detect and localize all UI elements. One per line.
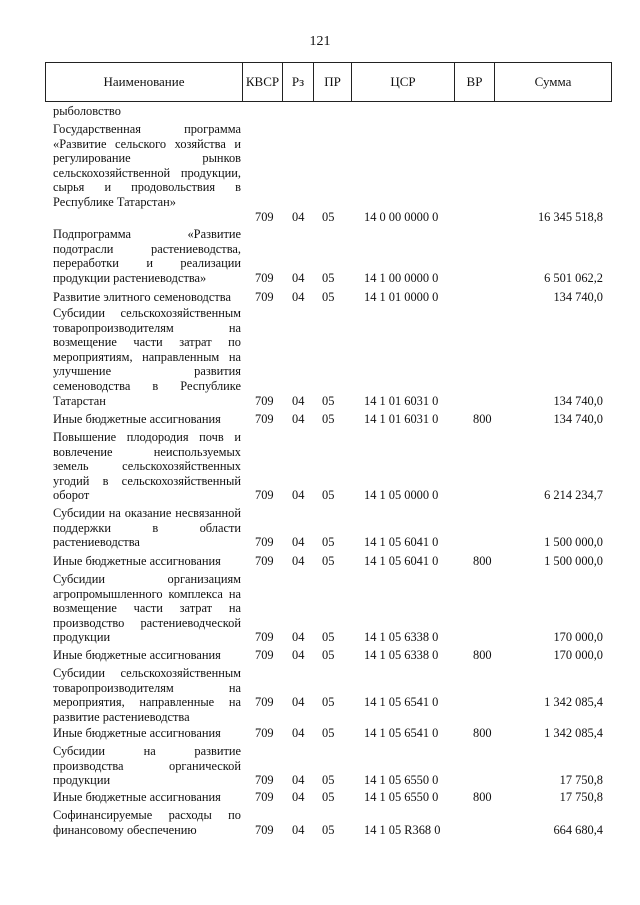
row-kvsr: 709: [255, 630, 274, 645]
row-kvsr: 709: [255, 726, 274, 740]
row-kvsr: 709: [255, 535, 274, 550]
row-pr: 05: [322, 630, 335, 645]
row-pr: 05: [322, 393, 335, 408]
row-csr: 14 1 00 0000 0: [364, 270, 439, 285]
row-name: Повышение плодородия почв и вовлечение неиспользуемых земель сельскохозяйственных угодий в сельскохозяйственный оборот: [53, 430, 241, 503]
row-rz: 04: [292, 630, 305, 645]
row-csr: 14 1 05 0000 0: [364, 488, 439, 503]
row-name: Иные бюджетные ассигнования: [53, 648, 221, 662]
row-kvsr: 709: [255, 488, 274, 503]
row-name: Иные бюджетные ассигнования: [53, 790, 221, 804]
row-vr: 800: [473, 554, 492, 568]
header-sum: Сумма: [534, 74, 572, 89]
table-header: [45, 62, 612, 102]
row-kvsr: 709: [255, 412, 274, 426]
row-name: рыболовство: [53, 104, 121, 118]
row-rz: 04: [292, 270, 305, 285]
row-csr: 14 1 05 6550 0: [364, 790, 439, 804]
row-csr: 14 1 05 6541 0: [364, 695, 439, 710]
row-rz: 04: [292, 412, 305, 426]
row-sum: 17 750,8: [559, 773, 603, 788]
row-name: Субсидии на развитие производства органической продукции: [53, 744, 241, 788]
header-csr: ЦСР: [352, 63, 455, 101]
row-name: Развитие элитного семеноводства: [53, 290, 231, 304]
row-rz: 04: [292, 488, 305, 503]
row-pr: 05: [322, 270, 335, 285]
row-pr: 05: [322, 535, 335, 550]
row-pr: 05: [322, 773, 335, 788]
row-name: Субсидии организациям агропромышленного комплекса на возмещение части затрат на производство растениеводческой продукции: [53, 572, 241, 645]
row-csr: 14 1 05 6541 0: [364, 726, 439, 740]
row-csr: 14 1 05 6338 0: [364, 648, 439, 662]
row-name: Иные бюджетные ассигнования: [53, 726, 221, 740]
row-rz: 04: [292, 554, 305, 568]
row-kvsr: 709: [255, 790, 274, 804]
row-name: Государственная программа «Развитие сельского хозяйства и регулирование рынков сельскохозяйственной продукции, сырья и продовольствия в Республике Татарстан»: [53, 122, 241, 209]
row-rz: 04: [292, 822, 305, 837]
row-name: Субсидии сельскохозяйственным товаропроизводителям на мероприятия, направленные на развитие растениеводства: [53, 666, 241, 724]
row-csr: 14 1 01 6031 0: [364, 412, 439, 426]
row-kvsr: 709: [255, 209, 274, 224]
row-pr: 05: [322, 488, 335, 503]
row-pr: 05: [322, 695, 335, 710]
row-rz: 04: [292, 695, 305, 710]
row-name: Субсидии на оказание несвязанной поддержки в области растениеводства: [53, 506, 241, 550]
row-sum: 17 750,8: [559, 790, 603, 804]
row-vr: 800: [473, 790, 492, 804]
row-csr: 14 1 05 6338 0: [364, 630, 439, 645]
row-csr: 14 1 01 6031 0: [364, 393, 439, 408]
row-pr: 05: [322, 412, 335, 426]
row-kvsr: 709: [255, 695, 274, 710]
row-kvsr: 709: [255, 270, 274, 285]
row-rz: 04: [292, 209, 305, 224]
header-rz: Рз: [283, 63, 314, 101]
row-name: Подпрограмма «Развитие подотрасли растениеводства, переработки и реализации продукции растениеводства»: [53, 227, 241, 285]
row-pr: 05: [322, 648, 335, 662]
row-vr: 800: [473, 726, 492, 740]
row-rz: 04: [292, 773, 305, 788]
row-csr: 14 1 05 6550 0: [364, 773, 439, 788]
row-pr: 05: [322, 790, 335, 804]
row-rz: 04: [292, 535, 305, 550]
row-rz: 04: [292, 393, 305, 408]
row-pr: 05: [322, 822, 335, 837]
row-name: Софинансируемые расходы по финансовому обеспечению: [53, 808, 241, 837]
row-sum: 134 740,0: [553, 290, 603, 304]
row-vr: 800: [473, 648, 492, 662]
row-pr: 05: [322, 290, 335, 304]
row-kvsr: 709: [255, 648, 274, 662]
row-sum: 6 214 234,7: [544, 488, 603, 503]
row-pr: 05: [322, 554, 335, 568]
row-kvsr: 709: [255, 822, 274, 837]
page-number: 121: [309, 34, 331, 49]
row-sum: 134 740,0: [553, 393, 603, 408]
row-sum: 170 000,0: [553, 630, 603, 645]
row-sum: 1 500 000,0: [544, 535, 603, 550]
row-rz: 04: [292, 290, 305, 304]
header-pr: ПР: [314, 63, 352, 101]
row-rz: 04: [292, 726, 305, 740]
header-name: Наименование: [46, 63, 243, 101]
row-kvsr: 709: [255, 393, 274, 408]
row-csr: 14 1 05 6041 0: [364, 554, 439, 568]
row-csr: 14 1 01 0000 0: [364, 290, 439, 304]
row-name: Субсидии сельскохозяйственным товаропроизводителям на возмещение части затрат по мероприятиям, направленным на улучшение развития семеноводства в Республике Татарстан: [53, 306, 241, 408]
row-vr: 800: [473, 412, 492, 426]
row-name: Иные бюджетные ассигнования: [53, 412, 221, 426]
row-kvsr: 709: [255, 554, 274, 568]
row-sum: 1 500 000,0: [544, 554, 603, 568]
row-rz: 04: [292, 790, 305, 804]
row-sum: 170 000,0: [553, 648, 603, 662]
header-vr: ВР: [455, 63, 495, 101]
row-pr: 05: [322, 209, 335, 224]
row-sum: 6 501 062,2: [544, 270, 603, 285]
header-kvsr: КВСР: [243, 63, 283, 101]
row-sum: 1 342 085,4: [544, 695, 603, 710]
row-sum: 664 680,4: [553, 822, 603, 837]
row-kvsr: 709: [255, 290, 274, 304]
row-kvsr: 709: [255, 773, 274, 788]
row-sum: 134 740,0: [553, 412, 603, 426]
row-csr: 14 1 05 R368 0: [364, 822, 441, 837]
row-sum: 16 345 518,8: [537, 209, 603, 224]
row-sum: 1 342 085,4: [544, 726, 603, 740]
row-csr: 14 1 05 6041 0: [364, 535, 439, 550]
row-pr: 05: [322, 726, 335, 740]
row-rz: 04: [292, 648, 305, 662]
row-csr: 14 0 00 0000 0: [364, 209, 439, 224]
row-name: Иные бюджетные ассигнования: [53, 554, 221, 568]
